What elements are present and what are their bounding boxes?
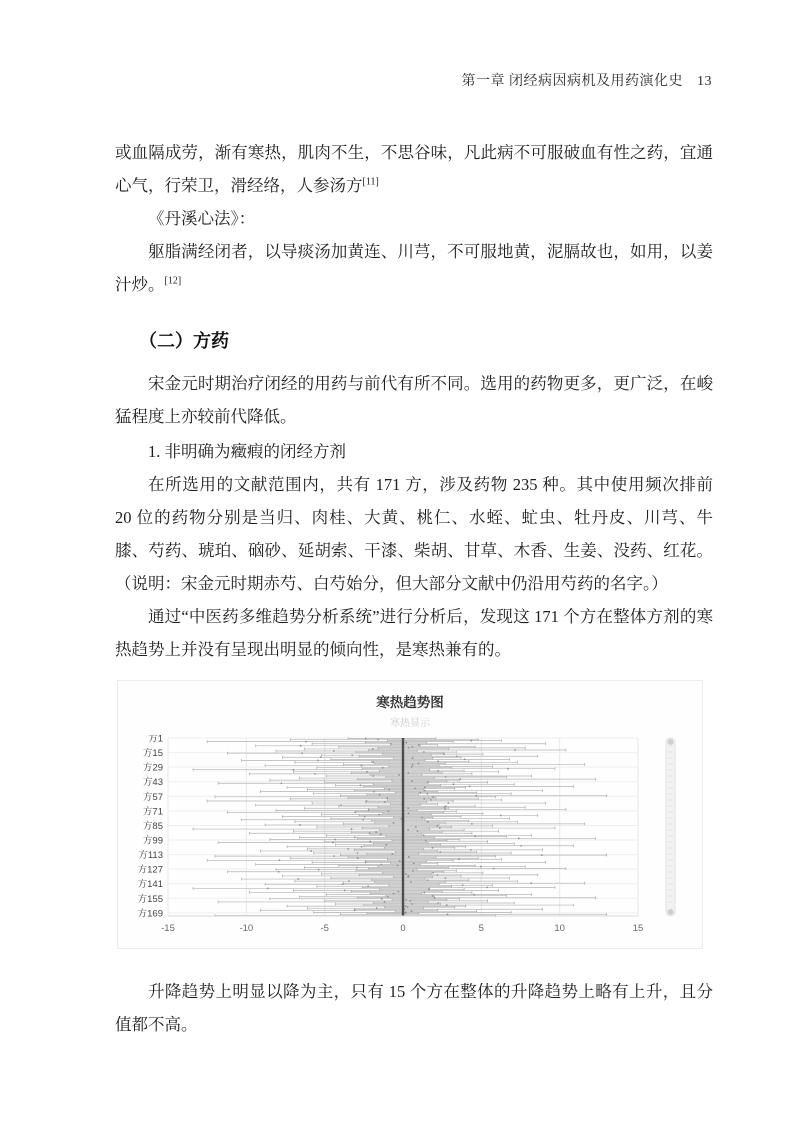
paragraph-quote-danxi xyxy=(115,235,713,301)
svg-text:方141: 方141 xyxy=(137,879,163,891)
svg-text:方113: 方113 xyxy=(138,850,163,862)
svg-text:10: 10 xyxy=(554,923,565,934)
paragraph-overview: 宋金元时期治疗闭经的用药与前代有所不同。选用的药物更多，更广泛，在峻猛程度上亦较前代降低。 xyxy=(115,374,713,426)
running-header xyxy=(462,70,713,90)
svg-text:-5: -5 xyxy=(320,923,329,934)
svg-text:方127: 方127 xyxy=(137,864,163,876)
svg-text:方1: 方1 xyxy=(148,735,163,745)
footnote-ref-12: [12] xyxy=(164,275,182,287)
svg-text:-15: -15 xyxy=(161,923,175,934)
svg-text:方29: 方29 xyxy=(142,762,163,774)
paragraph-conclusion: 升降趋势上明显以降为主，只有 15 个方在整体的升降趋势上略有上升，且分值都不高。 xyxy=(115,982,713,1034)
chapter-title: 第一章 闭经病因病机及用药演化史 xyxy=(461,74,683,89)
svg-text:5: 5 xyxy=(478,923,484,934)
chart-subtitle: 寒热显示 xyxy=(390,718,430,729)
svg-text:方169: 方169 xyxy=(137,908,163,920)
footnote-ref-11: [11] xyxy=(362,176,379,188)
chart-plot-area xyxy=(118,735,702,942)
paragraph-quote-continuation xyxy=(115,136,713,202)
svg-text:-10: -10 xyxy=(239,923,254,934)
chart-title: 寒热趋势图 xyxy=(376,695,444,710)
page-body xyxy=(115,136,713,1041)
svg-text:方155: 方155 xyxy=(137,893,163,905)
svg-text:方99: 方99 xyxy=(142,835,163,847)
svg-text:0: 0 xyxy=(400,923,406,934)
trend-chart-figure xyxy=(117,680,703,949)
svg-text:方15: 方15 xyxy=(142,748,163,760)
svg-text:方71: 方71 xyxy=(142,806,163,818)
paragraph-analysis: 通过“中医药多维趋势分析系统”进行分析后，发现这 171 个方在整体方剂的寒热趋势上并没有呈现出明显的倾向性，是寒热兼有的。 xyxy=(115,607,713,659)
svg-text:方43: 方43 xyxy=(142,777,163,789)
section-heading-fangyao: （二）方药 xyxy=(139,331,229,351)
svg-text:方57: 方57 xyxy=(142,791,163,803)
quote-source-title: 《丹溪心法》： xyxy=(148,209,256,228)
subsection-heading-1: 1. 非明确为癥瘕的闭经方剂 xyxy=(148,442,346,461)
paragraph-statistics: 在所选用的文献范围内，共有 171 方，涉及药物 235 种。其中使用频次排前 20 位的药物分别是当归、肉桂、大黄、桃仁、水蛭、虻虫、牡丹皮、川芎、牛膝、芍药、琥珀、硇砂、延胡索、干漆、柴胡、甘草、木香、生姜、没药、红花。（说明：宋金元时期赤芍、白芍始分，但大部分文献中仍沿用芍药的名字。） xyxy=(115,475,713,593)
quote-text-2: 躯脂满经闭者，以导痰汤加黄连、川芎，不可服地黄，泥膈故也，如用，以姜汁炒。 xyxy=(115,242,713,294)
page-number: 13 xyxy=(697,74,712,89)
quote-text-1: 或血隔成劳，渐有寒热，肌肉不生，不思谷味，凡此病不可服破血有性之药，宜通心气，行荣卫，滑经络，人参汤方 xyxy=(115,143,713,195)
trend-range-plot xyxy=(118,735,702,937)
svg-text:15: 15 xyxy=(632,923,644,934)
svg-text:方85: 方85 xyxy=(142,820,163,832)
